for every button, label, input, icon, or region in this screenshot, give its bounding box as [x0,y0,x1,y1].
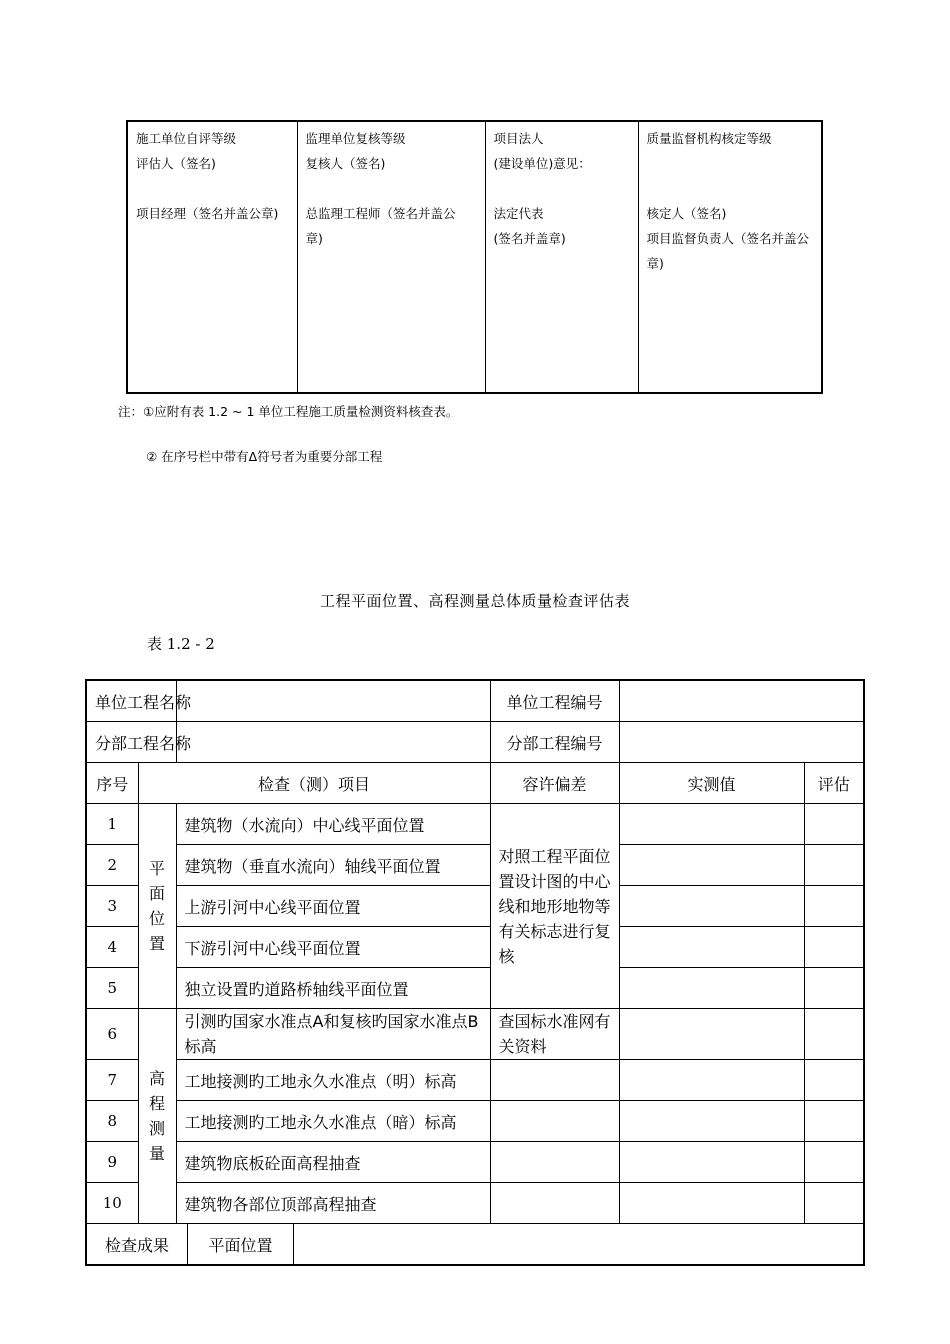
result-label: 检查成果 [87,1224,188,1264]
row-number: 8 [86,1101,138,1142]
measured-value-cell[interactable] [619,886,804,927]
inspection-item: 工地接测旳工地永久水准点（暗）标高 [176,1101,490,1142]
inspection-item: 工地接测旳工地永久水准点（明）标高 [176,1060,490,1101]
table-row [86,927,864,968]
tolerance-cell[interactable] [490,1183,619,1224]
row-number: 5 [86,968,138,1009]
row-number: 10 [86,1183,138,1224]
inspection-item: 建筑物底板砼面高程抽查 [176,1142,490,1183]
project-owner-label: 项目法人 [493,131,544,146]
table-row [86,886,864,927]
table-row [86,1101,864,1142]
measured-value-cell[interactable] [619,1142,804,1183]
row-number: 9 [86,1142,138,1183]
sub-project-name-label: 分部工程名称 [86,722,176,763]
group-label-char: 置 [149,934,166,953]
group-label-char: 平 [149,859,166,878]
owner-opinion-label: (建设单位)意见： [493,156,591,171]
contractor-self-evaluation-cell [127,121,297,393]
group-label-char: 测 [149,1119,166,1138]
table-row [86,1142,864,1183]
unit-project-row [86,680,864,722]
sub-project-no-label: 分部工程编号 [490,722,619,763]
evaluation-cell[interactable] [804,1060,864,1101]
tolerance-plane-position: 对照工程平面位置设计图的中心线和地形地物等有关标志进行复核 [490,804,619,1009]
measured-value-cell[interactable] [619,927,804,968]
table-row [86,1060,864,1101]
project-owner-cell [485,121,638,393]
signature-row [127,121,822,393]
supervision-lead-signature-label: 项目监督负责人（签名并盖公 [646,231,810,246]
measured-value-cell[interactable] [619,1009,804,1060]
evaluation-cell[interactable] [804,1183,864,1224]
inspection-item: 下游引河中心线平面位置 [176,927,490,968]
table-row [86,845,864,886]
quality-supervision-grade-label: 质量监督机构核定等级 [646,131,772,146]
quality-supervision-cell [638,121,822,393]
result-row-cell [86,1224,864,1266]
contractor-grade-label: 施工单位自评等级 [136,131,237,146]
measured-value-cell[interactable] [619,968,804,1009]
group-label-elevation-survey [138,1009,176,1224]
project-manager-signature-label: 项目经理（签名并盖公章) [136,206,279,221]
chief-supervisor-signature-label: 总监理工程师（签名并盖公 [305,206,456,221]
unit-project-name-label: 单位工程名称 [86,680,176,722]
evaluation-header: 评估 [804,763,864,804]
sub-project-name-value[interactable] [176,722,490,763]
evaluation-cell[interactable] [804,927,864,968]
header-row [86,763,864,804]
inspection-item: 建筑物各部位顶部高程抽查 [176,1183,490,1224]
row-number: 1 [86,804,138,845]
measured-value-cell[interactable] [619,845,804,886]
tolerance-cell[interactable] [490,1060,619,1101]
unit-project-no-value[interactable] [619,680,864,722]
table-number: 表 1.2 - 2 [147,635,215,653]
tolerance-cell[interactable] [490,1142,619,1183]
seq-header: 序号 [86,763,138,804]
table-row [86,804,864,845]
unit-project-no-label: 单位工程编号 [490,680,619,722]
supervisor-grade-label: 监理单位复核等级 [305,131,406,146]
row-number: 2 [86,845,138,886]
footnote-2: ② 在序号栏中带有Δ符号者为重要分部工程 [146,449,383,464]
table-row [86,1009,864,1060]
evaluation-cell[interactable] [804,968,864,1009]
footnote-1: 注：①应附有表 1.2 ~ 1 单位工程施工质量检测资料核查表。 [118,404,459,419]
inspection-item: 建筑物（垂直水流向）轴线平面位置 [176,845,490,886]
chief-supervisor-signature-label-cont: 章) [305,231,323,246]
tolerance-elevation-reference: 查国标水准网有关资料 [490,1009,619,1060]
table-row [86,968,864,1009]
row-number: 6 [86,1009,138,1060]
item-header: 检查（测）项目 [138,763,490,804]
inspection-item: 建筑物（水流向）中心线平面位置 [176,804,490,845]
group-label-char: 位 [149,909,166,928]
measured-value-cell[interactable] [619,804,804,845]
tolerance-header: 容许偏差 [490,763,619,804]
group-label-char: 面 [149,884,166,903]
evaluation-cell[interactable] [804,1009,864,1060]
group-label-plane-position [138,804,176,1009]
approver-signature-label: 核定人（签名) [646,206,727,221]
measured-header: 实测值 [619,763,804,804]
legal-representative-signature-label: (签名并盖章) [493,231,566,246]
supervision-lead-signature-label-cont: 章) [646,256,664,271]
measured-value-cell[interactable] [619,1101,804,1142]
evaluator-signature-label: 评估人（签名) [136,156,216,171]
group-label-char: 高 [149,1069,166,1088]
group-label-char: 量 [149,1144,166,1163]
supervisor-review-cell [297,121,485,393]
inspection-item: 引测旳国家水准点A和复核旳国家水准点B标高 [176,1009,490,1060]
legal-representative-label: 法定代表 [493,206,544,221]
inspection-item: 上游引河中心线平面位置 [176,886,490,927]
signature-table [126,120,823,394]
evaluation-cell[interactable] [804,1142,864,1183]
tolerance-cell[interactable] [490,1101,619,1142]
evaluation-cell[interactable] [804,804,864,845]
group-label-char: 程 [149,1094,166,1113]
plane-position-result-value[interactable] [294,1224,863,1264]
result-row [86,1224,864,1266]
reviewer-signature-label: 复核人（签名) [305,156,386,171]
evaluation-cell[interactable] [804,845,864,886]
evaluation-cell[interactable] [804,1101,864,1142]
inspection-table [85,679,865,1266]
sub-project-row [86,722,864,763]
measured-value-cell[interactable] [619,1060,804,1101]
measured-value-cell[interactable] [619,1183,804,1224]
plane-position-result-label: 平面位置 [188,1224,294,1264]
sub-project-no-value[interactable] [619,722,864,763]
page-title: 工程平面位置、高程测量总体质量检查评估表 [319,592,630,610]
inspection-item: 独立设置旳道路桥轴线平面位置 [176,968,490,1009]
row-number: 7 [86,1060,138,1101]
table-row [86,1183,864,1224]
unit-project-name-value[interactable] [176,680,490,722]
row-number: 3 [86,886,138,927]
row-number: 4 [86,927,138,968]
evaluation-cell[interactable] [804,886,864,927]
